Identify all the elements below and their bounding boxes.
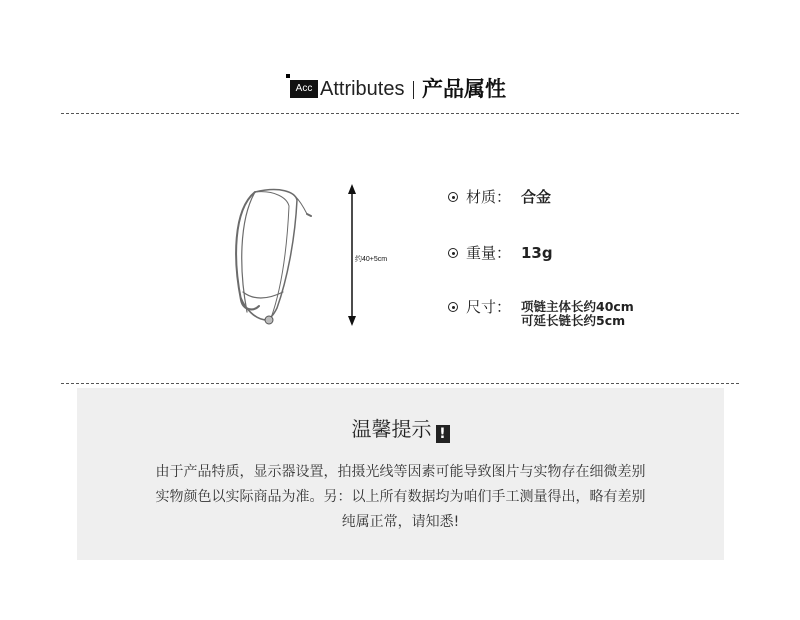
spec-label: 材质： [466,188,512,206]
spec-row-size [448,297,634,328]
size-line-main: 项链主体长约40cm [521,299,634,314]
header-decor-dot [286,74,290,78]
section-header [0,70,800,110]
notice-panel [77,388,724,560]
bullet-icon [448,248,458,258]
notice-title [77,416,724,443]
header-title-cn: 产品属性 [422,77,506,101]
spec-value: 13g [521,244,553,262]
necklace-image [225,180,325,340]
divider-bottom [61,383,739,384]
bullet-icon [448,192,458,202]
header-separator [413,81,414,99]
notice-line: 由于产品特质，显示器设置，拍摄光线等因素可能导致图片与实物存在细微差别 [155,464,646,480]
bullet-icon [448,302,458,312]
length-label: 约40+5cm [355,256,388,263]
notice-line: 纯属正常，请知悉! [341,514,460,530]
spec-label: 尺寸： [466,298,512,316]
exclamation-icon: ! [436,425,450,443]
spec-row-material [448,187,551,207]
divider-top [61,113,739,114]
notice-body [105,460,696,535]
spec-row-weight [448,243,553,263]
notice-line: 实物颜色以实际商品为准。另：以上所有数据均为咱们手工测量得出，略有差别 [155,489,646,505]
size-line-extension: 可延长链长约5cm [521,313,626,328]
header-badge: Acc [290,80,318,98]
notice-title-text: 温馨提示 [351,417,432,441]
spec-value [521,297,634,328]
spec-value: 合金 [521,188,552,206]
spec-label: 重量： [466,244,512,262]
header-title-en: Attributes [320,78,405,100]
